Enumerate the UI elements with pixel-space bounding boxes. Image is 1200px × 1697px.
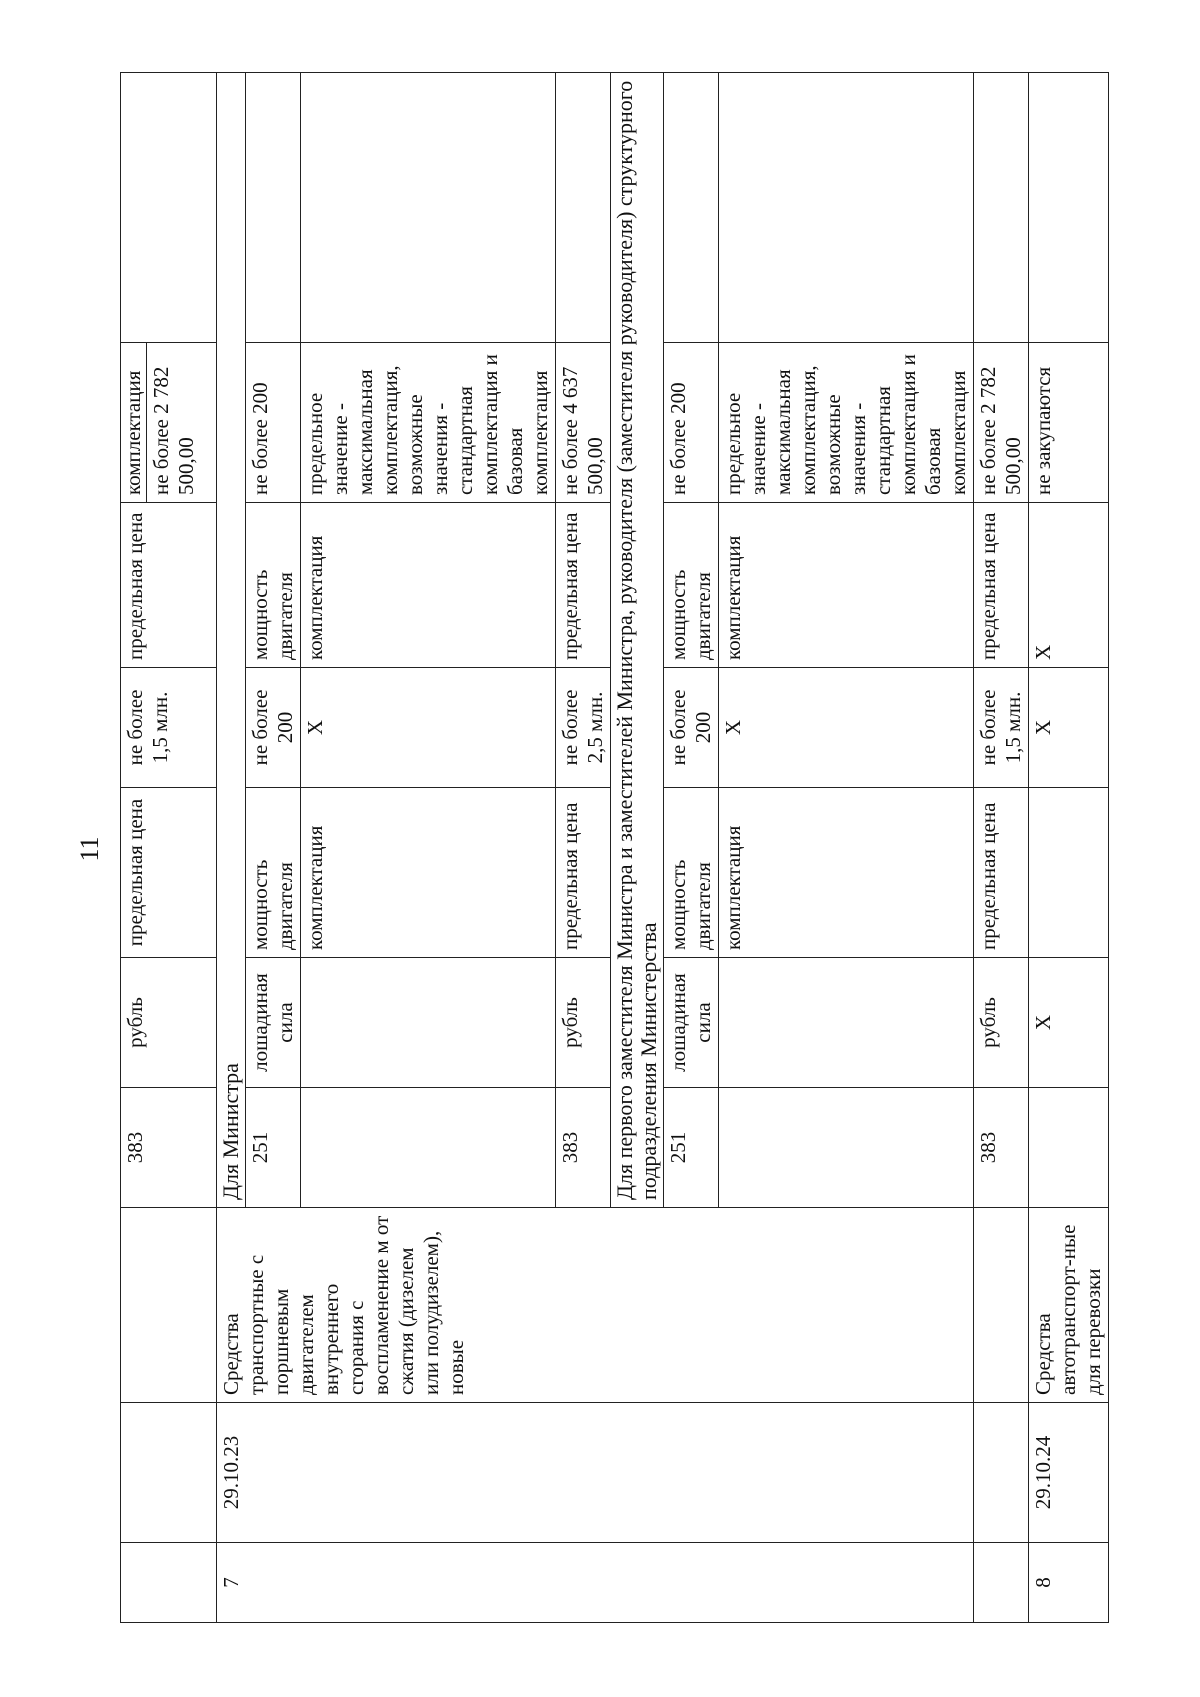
okpd-code-cell	[974, 1403, 1029, 1543]
unit-cell	[301, 958, 556, 1088]
value2-cell: предельное значение - максимальная комплектация, возможные значения - стандартная комплектация и базовая комплектация	[719, 343, 974, 503]
table-row	[1029, 73, 1109, 1623]
code-cell: 383	[556, 1088, 611, 1208]
unit-cell: лошадиная сила	[664, 958, 719, 1088]
characteristic-cell: мощность двигателя	[246, 788, 301, 958]
characteristic-cell: комплектация	[301, 788, 556, 958]
empty-cell	[246, 73, 301, 343]
page-number: 11	[75, 836, 104, 862]
characteristic2-cell: предельная цена	[556, 503, 611, 668]
characteristic-cell	[1029, 788, 1109, 958]
value2-text: не более 2 782 500,00	[149, 366, 198, 495]
unit-cell: рубль	[974, 958, 1029, 1088]
characteristic2-cell: мощность двигателя	[664, 503, 719, 668]
characteristic-cell: предельная цена	[974, 788, 1029, 958]
characteristic2-cell: предельная цена	[974, 503, 1029, 668]
item-name-cell: Средства автотранспорт-ные для перевозки	[1029, 1208, 1109, 1403]
unit-cell: рубль	[556, 958, 611, 1088]
characteristic2-cell: мощность двигателя	[246, 503, 301, 668]
code-cell: 383	[974, 1088, 1029, 1208]
empty-cell	[121, 73, 217, 343]
characteristic-cell: комплектация	[719, 788, 974, 958]
empty-cell	[1029, 73, 1109, 343]
characteristic-cell: предельная цена	[121, 788, 217, 958]
spec-table	[120, 72, 1109, 1623]
value-cell: не более 2,5 млн.	[556, 668, 611, 788]
value-cell: не более 200	[664, 668, 719, 788]
item-name-cell: Средства транспортные с поршневым двигателем внутреннего сгорания с воспламенение м от сжатия (дизелем или полудизелем), новые	[217, 1208, 974, 1403]
section-header: Для первого заместителя Министра и заместителей Министра, руководителя (заместителя руководителя) структурного подразделения Министерства	[611, 73, 664, 1208]
okpd-code-cell: 29.10.24	[1029, 1403, 1109, 1543]
table-row	[121, 73, 217, 1623]
empty-cell	[556, 73, 611, 343]
value2-cell: не более 200	[246, 343, 301, 503]
value2-extra-text: комплектация	[121, 343, 147, 502]
value2-cell: не закупаются	[1029, 343, 1109, 503]
item-name-cell	[974, 1208, 1029, 1403]
value-cell: не более 1,5 млн.	[121, 668, 217, 788]
characteristic2-cell: предельная цена	[121, 503, 217, 668]
empty-cell	[974, 73, 1029, 343]
row-number-cell	[121, 1543, 217, 1623]
row-number-cell	[974, 1543, 1029, 1623]
unit-cell: Х	[1029, 958, 1109, 1088]
section-header: Для Министра	[217, 73, 246, 1208]
value-cell: не более 200	[246, 668, 301, 788]
unit-cell: лошадиная сила	[246, 958, 301, 1088]
unit-cell: рубль	[121, 958, 217, 1088]
code-cell: 251	[246, 1088, 301, 1208]
value2-cell: не более 4 637 500,00	[556, 343, 611, 503]
code-cell	[301, 1088, 556, 1208]
value-cell: не более 1,5 млн.	[974, 668, 1029, 788]
code-cell	[1029, 1088, 1109, 1208]
characteristic-cell: предельная цена	[556, 788, 611, 958]
value-cell: Х	[719, 668, 974, 788]
value2-cell: не более 200	[664, 343, 719, 503]
rotated-table-container	[120, 73, 1110, 1623]
empty-cell	[719, 73, 974, 343]
value-cell: Х	[1029, 668, 1109, 788]
characteristic2-cell: Х	[1029, 503, 1109, 668]
characteristic2-cell: комплектация	[719, 503, 974, 668]
empty-cell	[301, 73, 556, 343]
value2-cell: предельное значение - максимальная комплектация, возможные значения - стандартная комплектация и базовая комплектация	[301, 343, 556, 503]
okpd-code-cell	[121, 1403, 217, 1543]
characteristic-cell: мощность двигателя	[664, 788, 719, 958]
code-cell: 383	[121, 1088, 217, 1208]
table-row	[217, 73, 246, 1623]
okpd-code-cell: 29.10.23	[217, 1403, 974, 1543]
code-cell	[719, 1088, 974, 1208]
row-number-cell: 8	[1029, 1543, 1109, 1623]
empty-cell	[664, 73, 719, 343]
characteristic2-cell: комплектация	[301, 503, 556, 668]
table-row	[974, 73, 1029, 1623]
value2-cell	[121, 343, 217, 503]
value-cell: Х	[301, 668, 556, 788]
unit-cell	[719, 958, 974, 1088]
code-cell: 251	[664, 1088, 719, 1208]
item-name-cell	[121, 1208, 217, 1403]
row-number-cell: 7	[217, 1543, 974, 1623]
value2-cell: не более 2 782 500,00	[974, 343, 1029, 503]
